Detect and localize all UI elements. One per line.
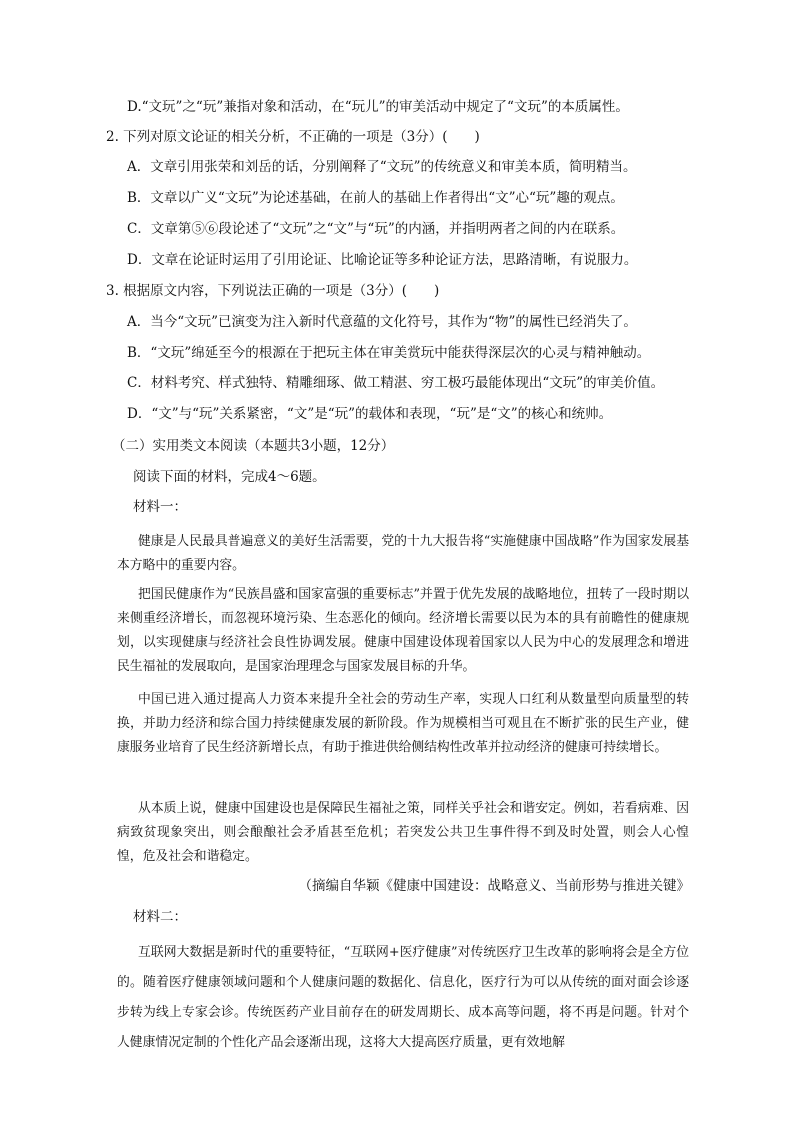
q2-stem: 2. 下列对原文论证的相关分析，不正确的一项是（3分）( ) [106,129,480,145]
material1-paragraph-1: 健康是人民最具普遍意义的美好生活需要，党的十九大报告将“实施健康中国战略”作为国家发展基本方略中的重要内容。 [117,534,689,573]
material2-label: 材料二： [133,909,187,925]
section-heading: （二）实用类文本阅读（本题共3小题，12分） [112,438,395,454]
q2-option-a: A．文章引用张荣和刘岳的话，分别阐释了“文玩”的传统意义和审美本质，简明精当。 [127,159,637,175]
q2-option-b: B．文章以广义“文玩”为论述基础，在前人的基础上作者得出“文”心“玩”趣的观点。 [127,190,624,206]
q3-option-d: D．“文”与“玩”关系紧密，“文”是“玩”的载体和表现，“玩”是“文”的核心和统帅。 [127,406,613,422]
q3-stem: 3. 根据原文内容，下列说法正确的一项是（3分）( ) [106,283,440,299]
material1-paragraph-3: 中国已进入通过提高人力资本来提升全社会的劳动生产率，实现人口红利从数量型向质量型的转换，并助力经济和综合国力持续健康发展的新阶段。作为规模相当可观且在不断扩张的民生产业，健康服务业培育了民生经济新增长点，有助于推进供给侧结构性改革并拉动经济的健康可持续增长。 [117,692,689,755]
material1-source: （摘编自华颖《健康中国建设：战略意义、当前形势与推进关键》 [298,878,690,894]
material2-paragraph-1: 互联网大数据是新时代的重要特征，“互联网+医疗健康”对传统医疗卫生改革的影响将会是全方位的。随着医疗健康领域问题和个人健康问题的数据化、信息化，医疗行为可以从传统的面对面会诊逐步转为线上专家会诊。传统医药产业目前存在的研发周期长、成本高等问题，将不再是问题。针对个人健康情况定制的个性化产品会逐渐出现，这将大大提高医疗质量，更有效地解 [117,945,689,1050]
material1-paragraph-2: 把国民健康作为“民族昌盛和国家富强的重要标志”并置于优先发展的战略地位，扭转了一段时期以来侧重经济增长，而忽视环境污染、生态恶化的倾向。经济增长需要以民为本的具有前瞻性的健康规划，以实现健康与经济社会良性协调发展。健康中国建设体现着国家以人民为中心的发展理念和增进民生福祉的发展取向，是国家治理理念与国家发展目标的升华。 [117,587,689,674]
q2-option-c: C．文章第⑤⑥段论述了“文玩”之“文”与“玩”的内涵，并指明两者之间的内在联系。 [127,221,625,237]
q2-option-d: D．文章在论证时运用了引用论证、比喻论证等多种论证方法，思路清晰，有说服力。 [127,252,638,268]
material1-label: 材料一： [133,499,187,515]
q3-option-c: C．材料考究、样式独特、精雕细琢、做工精湛、穷工极巧最能体现出“文玩”的审美价值。 [127,375,665,391]
q3-option-a: A．当今“文玩”已演变为注入新时代意蕴的文化符号，其作为“物”的属性已经消失了。 [127,314,637,330]
material1-paragraph-4: 从本质上说，健康中国建设也是保障民生福祉之策，同样关乎社会和谐安定。例如，若看病难、因病致贫现象突出，则会酿酿社会矛盾甚至危机；若突发公共卫生事件得不到及时处置，则会人心惶惶，危及社会和谐稳定。 [117,801,689,864]
section-instruction: 阅读下面的材料，完成4～6题。 [133,469,326,485]
q3-option-b: B．“文玩”绵延至今的根源在于把玩主体在审美赏玩中能获得深层次的心灵与精神触动。 [127,345,651,361]
q1-option-d: D.“文玩”之“玩”兼指对象和活动，在“玩儿”的审美活动中规定了“文玩”的本质属性。 [127,99,629,115]
